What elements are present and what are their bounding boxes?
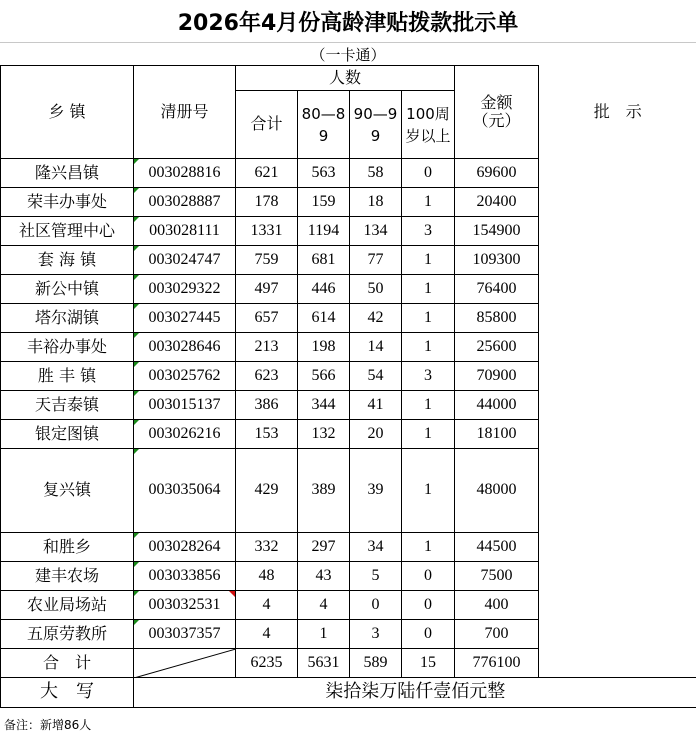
age-100-cell: 1 bbox=[402, 420, 455, 449]
approve-cell-blank bbox=[539, 533, 696, 562]
diagonal-line bbox=[134, 649, 236, 678]
total-cell: 621 bbox=[236, 159, 298, 188]
register-no-cell: 003026216 bbox=[134, 420, 236, 449]
approve-cell-blank bbox=[539, 246, 696, 275]
age-80-89-cell: 4 bbox=[298, 591, 350, 620]
table-row bbox=[1, 391, 696, 420]
table-row bbox=[1, 246, 696, 275]
approve-cell-blank bbox=[539, 333, 696, 362]
age-90-99-cell: 54 bbox=[350, 362, 402, 391]
amount-cell: 18100 bbox=[455, 420, 539, 449]
register-no-cell: 003028816 bbox=[134, 159, 236, 188]
register-no-cell: 003028111 bbox=[134, 217, 236, 246]
register-no-cell: 003028264 bbox=[134, 533, 236, 562]
total-cell: 4 bbox=[236, 591, 298, 620]
amount-cell: 44500 bbox=[455, 533, 539, 562]
total-cell: 178 bbox=[236, 188, 298, 217]
totals-age-90-99: 589 bbox=[350, 649, 402, 678]
age-100-cell: 3 bbox=[402, 217, 455, 246]
age-80-89-cell: 1194 bbox=[298, 217, 350, 246]
table-row bbox=[1, 620, 696, 649]
age-90-99-cell: 5 bbox=[350, 562, 402, 591]
age-80-89-cell: 1 bbox=[298, 620, 350, 649]
table-row bbox=[1, 275, 696, 304]
amount-cell: 25600 bbox=[455, 333, 539, 362]
approve-cell-blank bbox=[539, 591, 696, 620]
age-100-cell: 0 bbox=[402, 562, 455, 591]
age-90-99-cell: 20 bbox=[350, 420, 402, 449]
age-80-89-cell: 566 bbox=[298, 362, 350, 391]
register-no-cell: 003033856 bbox=[134, 562, 236, 591]
town-cell: 荣丰办事处 bbox=[1, 188, 134, 217]
approve-cell-blank bbox=[539, 620, 696, 649]
total-cell: 213 bbox=[236, 333, 298, 362]
table-row bbox=[1, 217, 696, 246]
header-age-100-label: 100周岁以上 bbox=[405, 104, 451, 145]
age-90-99-cell: 34 bbox=[350, 533, 402, 562]
amount-cell: 69600 bbox=[455, 159, 539, 188]
town-cell: 丰裕办事处 bbox=[1, 333, 134, 362]
age-90-99-cell: 77 bbox=[350, 246, 402, 275]
table-row bbox=[1, 362, 696, 391]
header-age-100 bbox=[402, 91, 455, 159]
town-cell: 银定图镇 bbox=[1, 420, 134, 449]
age-80-89-cell: 681 bbox=[298, 246, 350, 275]
age-80-89-cell: 614 bbox=[298, 304, 350, 333]
register-no-cell: 003028887 bbox=[134, 188, 236, 217]
register-no-cell: 003032531 bbox=[134, 591, 236, 620]
age-80-89-cell: 132 bbox=[298, 420, 350, 449]
amount-cell: 700 bbox=[455, 620, 539, 649]
total-cell: 1331 bbox=[236, 217, 298, 246]
header-amount bbox=[455, 66, 539, 159]
amount-cell: 76400 bbox=[455, 275, 539, 304]
town-cell: 胜 丰 镇 bbox=[1, 362, 134, 391]
age-100-cell: 1 bbox=[402, 391, 455, 420]
header-people: 人数 bbox=[236, 66, 455, 91]
age-100-cell: 0 bbox=[402, 620, 455, 649]
approve-cell-blank bbox=[539, 217, 696, 246]
table-row bbox=[1, 533, 696, 562]
age-80-89-cell: 43 bbox=[298, 562, 350, 591]
amount-cell: 109300 bbox=[455, 246, 539, 275]
header-age-90-99 bbox=[350, 91, 402, 159]
register-no-cell: 003037357 bbox=[134, 620, 236, 649]
amount-cell: 154900 bbox=[455, 217, 539, 246]
table-row bbox=[1, 562, 696, 591]
age-80-89-cell: 297 bbox=[298, 533, 350, 562]
town-cell: 五原劳教所 bbox=[1, 620, 134, 649]
totals-total: 6235 bbox=[236, 649, 298, 678]
age-100-cell: 1 bbox=[402, 304, 455, 333]
register-no-cell: 003028646 bbox=[134, 333, 236, 362]
table-row bbox=[1, 188, 696, 217]
total-cell: 48 bbox=[236, 562, 298, 591]
totals-label: 合 计 bbox=[1, 649, 134, 678]
approve-cell-blank bbox=[539, 188, 696, 217]
approve-cell-blank bbox=[539, 649, 696, 678]
register-no-cell: 003029322 bbox=[134, 275, 236, 304]
totals-amount: 776100 bbox=[455, 649, 539, 678]
amount-cell: 70900 bbox=[455, 362, 539, 391]
age-90-99-cell: 50 bbox=[350, 275, 402, 304]
total-cell: 332 bbox=[236, 533, 298, 562]
capital-label: 大 写 bbox=[1, 678, 134, 708]
amount-cell: 20400 bbox=[455, 188, 539, 217]
total-cell: 429 bbox=[236, 449, 298, 533]
age-90-99-cell: 14 bbox=[350, 333, 402, 362]
age-80-89-cell: 389 bbox=[298, 449, 350, 533]
approve-cell-blank bbox=[539, 449, 696, 533]
amount-cell: 7500 bbox=[455, 562, 539, 591]
town-cell: 天吉泰镇 bbox=[1, 391, 134, 420]
town-cell: 新公中镇 bbox=[1, 275, 134, 304]
age-90-99-cell: 0 bbox=[350, 591, 402, 620]
allowance-table bbox=[0, 65, 696, 708]
town-cell: 建丰农场 bbox=[1, 562, 134, 591]
age-100-cell: 1 bbox=[402, 533, 455, 562]
amount-cell: 44000 bbox=[455, 391, 539, 420]
age-100-cell: 0 bbox=[402, 159, 455, 188]
total-cell: 623 bbox=[236, 362, 298, 391]
age-80-89-cell: 159 bbox=[298, 188, 350, 217]
table-row bbox=[1, 159, 696, 188]
register-no-cell: 003035064 bbox=[134, 449, 236, 533]
age-100-cell: 1 bbox=[402, 275, 455, 304]
age-100-cell: 1 bbox=[402, 449, 455, 533]
header-amount-label: 金额（元） bbox=[472, 92, 521, 130]
capital-amount: 柒拾柒万陆仟壹佰元整 bbox=[134, 678, 696, 708]
register-no-cell: 003025762 bbox=[134, 362, 236, 391]
total-cell: 497 bbox=[236, 275, 298, 304]
age-80-89-cell: 198 bbox=[298, 333, 350, 362]
header-total: 合计 bbox=[236, 91, 298, 159]
header-age-90-99-label: 90—99 bbox=[353, 104, 398, 145]
totals-diagonal-cell bbox=[134, 649, 236, 678]
total-cell: 386 bbox=[236, 391, 298, 420]
age-100-cell: 0 bbox=[402, 591, 455, 620]
age-80-89-cell: 446 bbox=[298, 275, 350, 304]
footnote: 备注：新增86人 bbox=[4, 718, 92, 732]
age-80-89-cell: 563 bbox=[298, 159, 350, 188]
total-cell: 657 bbox=[236, 304, 298, 333]
header-register-no: 清册号 bbox=[134, 66, 236, 159]
town-cell: 套 海 镇 bbox=[1, 246, 134, 275]
approve-cell-blank bbox=[539, 391, 696, 420]
total-cell: 153 bbox=[236, 420, 298, 449]
subtitle: （一卡通） bbox=[0, 42, 696, 66]
amount-cell: 48000 bbox=[455, 449, 539, 533]
header-approve: 批 示 bbox=[539, 66, 696, 159]
approve-cell-blank bbox=[539, 562, 696, 591]
age-90-99-cell: 39 bbox=[350, 449, 402, 533]
totals-age-80-89: 5631 bbox=[298, 649, 350, 678]
table-row bbox=[1, 591, 696, 620]
totals-age-100: 15 bbox=[402, 649, 455, 678]
header-town: 乡 镇 bbox=[1, 66, 134, 159]
register-no-cell: 003027445 bbox=[134, 304, 236, 333]
total-cell: 4 bbox=[236, 620, 298, 649]
town-cell: 和胜乡 bbox=[1, 533, 134, 562]
age-100-cell: 1 bbox=[402, 188, 455, 217]
register-no-cell: 003024747 bbox=[134, 246, 236, 275]
page-title: 2026年4月份高龄津贴拨款批示单 bbox=[177, 10, 519, 36]
approve-cell-blank bbox=[539, 362, 696, 391]
age-90-99-cell: 134 bbox=[350, 217, 402, 246]
table-row bbox=[1, 449, 696, 533]
age-90-99-cell: 41 bbox=[350, 391, 402, 420]
town-cell: 隆兴昌镇 bbox=[1, 159, 134, 188]
header-age-80-89 bbox=[298, 91, 350, 159]
town-cell: 复兴镇 bbox=[1, 449, 134, 533]
age-90-99-cell: 58 bbox=[350, 159, 402, 188]
approve-cell-blank bbox=[539, 304, 696, 333]
total-cell: 759 bbox=[236, 246, 298, 275]
approve-cell-blank bbox=[539, 420, 696, 449]
age-90-99-cell: 3 bbox=[350, 620, 402, 649]
town-cell: 塔尔湖镇 bbox=[1, 304, 134, 333]
approve-cell-blank bbox=[539, 159, 696, 188]
register-no-cell: 003015137 bbox=[134, 391, 236, 420]
amount-cell: 85800 bbox=[455, 304, 539, 333]
age-100-cell: 3 bbox=[402, 362, 455, 391]
table-row bbox=[1, 420, 696, 449]
table-row bbox=[1, 304, 696, 333]
town-cell: 社区管理中心 bbox=[1, 217, 134, 246]
age-100-cell: 1 bbox=[402, 333, 455, 362]
age-80-89-cell: 344 bbox=[298, 391, 350, 420]
age-90-99-cell: 42 bbox=[350, 304, 402, 333]
town-cell: 农业局场站 bbox=[1, 591, 134, 620]
header-age-80-89-label: 80—89 bbox=[301, 104, 346, 145]
amount-cell: 400 bbox=[455, 591, 539, 620]
age-90-99-cell: 18 bbox=[350, 188, 402, 217]
age-100-cell: 1 bbox=[402, 246, 455, 275]
approve-cell-blank bbox=[539, 275, 696, 304]
table-row bbox=[1, 333, 696, 362]
